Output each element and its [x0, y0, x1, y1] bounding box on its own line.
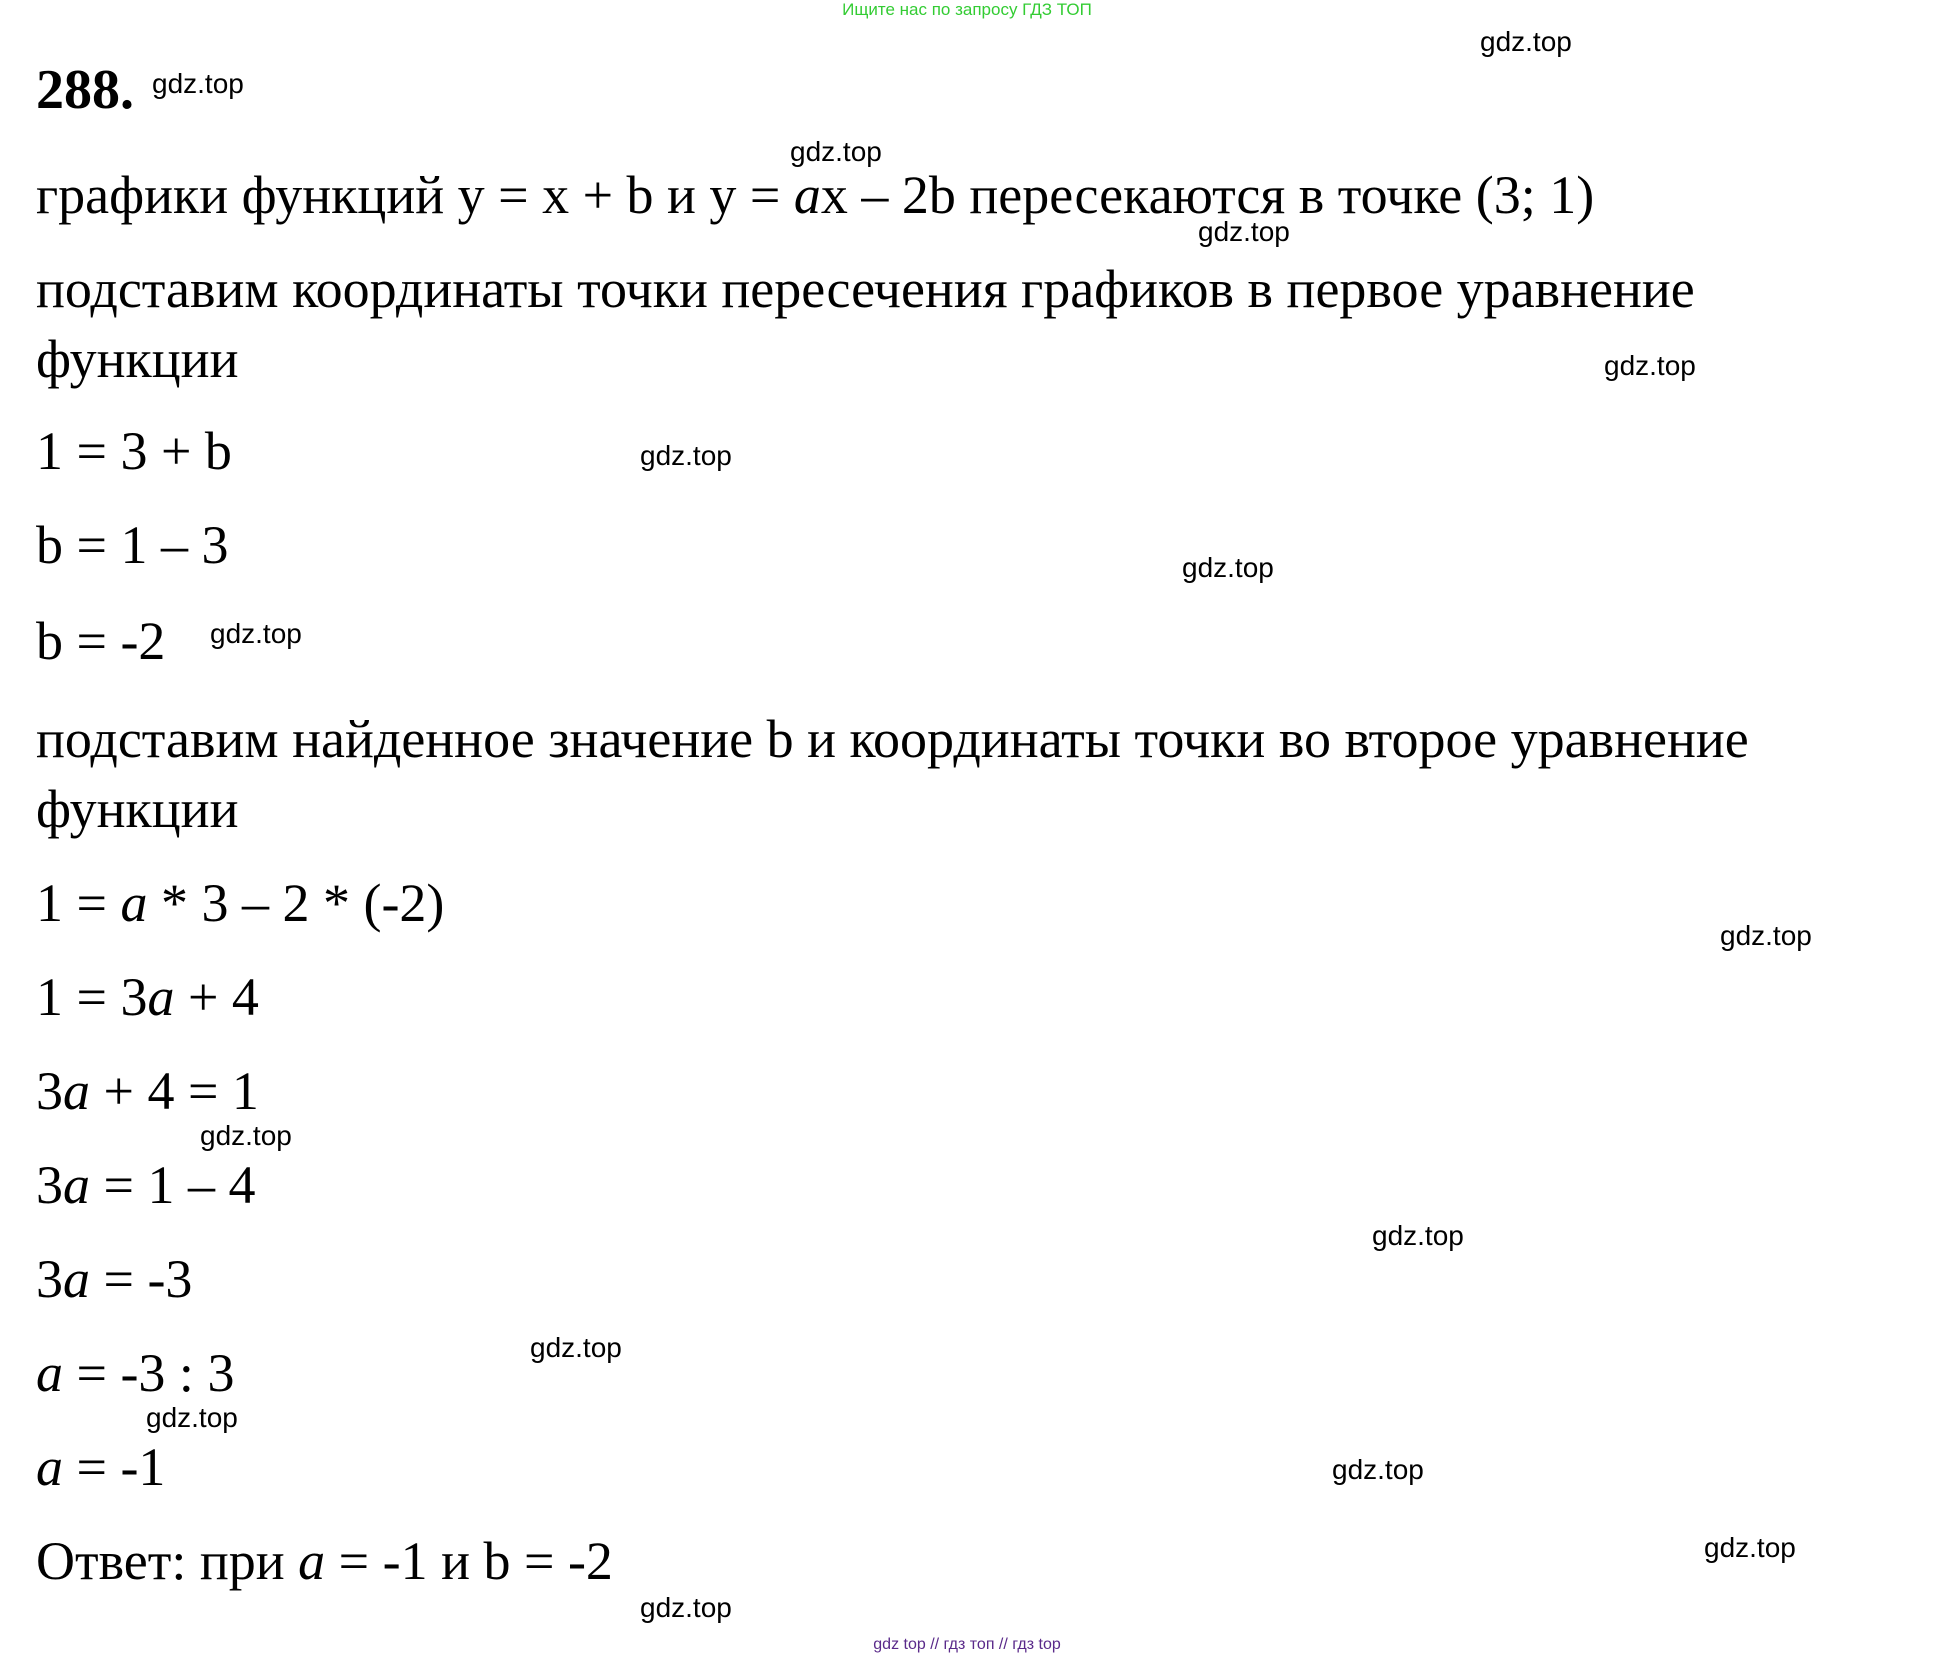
- watermark: gdz.top: [1198, 216, 1290, 247]
- watermark: gdz.top: [1372, 1220, 1464, 1251]
- watermark: gdz.top: [640, 1592, 732, 1623]
- watermark: gdz.top: [1720, 920, 1812, 951]
- watermark: gdz.top: [790, 136, 882, 167]
- footer-note: gdz top // гдз топ // гдз top: [873, 1636, 1061, 1653]
- variable-a: a: [36, 1343, 63, 1403]
- line-text: = -3 : 3: [63, 1343, 235, 1403]
- solution-line-8: функции: [36, 779, 239, 839]
- watermark: gdz.top: [640, 440, 732, 471]
- line-text: x – 2b пересекаются в точке (3; 1): [820, 165, 1595, 225]
- line-text: * 3 – 2 * (-2): [147, 873, 445, 933]
- variable-a: a: [36, 1437, 63, 1497]
- solution-line-11: [36, 1061, 259, 1121]
- solution-line-4: 1 = 3 + b: [36, 421, 232, 481]
- watermark: gdz.top: [1604, 350, 1696, 381]
- line-text: = -3: [90, 1249, 193, 1309]
- solution-line-5: b = 1 – 3: [36, 515, 229, 575]
- watermark: gdz.top: [200, 1120, 292, 1151]
- solution-line-14: [36, 1343, 235, 1403]
- solution-line-10: [36, 967, 259, 1027]
- variable-a: a: [63, 1155, 90, 1215]
- line-text: + 4: [174, 967, 259, 1027]
- line-text: 3: [36, 1249, 63, 1309]
- watermark: gdz.top: [152, 68, 244, 99]
- watermark: gdz.top: [1704, 1532, 1796, 1563]
- solution-line-2: подставим координаты точки пересечения графиков в первое уравнение: [36, 259, 1695, 319]
- solution-line-9: [36, 873, 445, 933]
- watermark: gdz.top: [1182, 552, 1274, 583]
- solution-line-3: функции: [36, 329, 239, 389]
- watermark: gdz.top: [210, 618, 302, 649]
- line-text: 3: [36, 1155, 63, 1215]
- line-text: + 4 = 1: [90, 1061, 259, 1121]
- solution-line-7: подставим найденное значение b и координаты точки во второе уравнение: [36, 709, 1749, 769]
- line-text: Ответ: при: [36, 1531, 299, 1591]
- variable-a: a: [120, 873, 148, 933]
- solution-line-6: b = -2: [36, 611, 166, 671]
- header-search-hint: Ищите нас по запросу ГДЗ ТОП: [842, 0, 1092, 19]
- solution-line-1: [36, 165, 1595, 225]
- line-text: = 1 – 4: [90, 1155, 256, 1215]
- solution-line-12: [36, 1155, 256, 1215]
- answer-line: [36, 1531, 613, 1591]
- variable-a: a: [63, 1061, 90, 1121]
- line-text: = -1: [63, 1437, 166, 1497]
- solution-line-15: [36, 1437, 166, 1497]
- line-text: 3: [36, 1061, 63, 1121]
- line-text: = -1 и b = -2: [325, 1531, 613, 1591]
- watermark: gdz.top: [1480, 26, 1572, 57]
- line-text: 1 =: [36, 873, 121, 933]
- variable-a: a: [63, 1249, 90, 1309]
- variable-a: a: [298, 1531, 326, 1591]
- watermark: gdz.top: [1332, 1454, 1424, 1485]
- line-text: графики функций y = x + b и y =: [36, 165, 794, 225]
- variable-a: a: [793, 165, 821, 225]
- watermark: gdz.top: [146, 1402, 238, 1433]
- watermark: gdz.top: [530, 1332, 622, 1363]
- line-text: 1 = 3: [36, 967, 148, 1027]
- variable-a: a: [147, 967, 175, 1027]
- solution-line-13: [36, 1249, 193, 1309]
- problem-number: 288.: [36, 59, 134, 121]
